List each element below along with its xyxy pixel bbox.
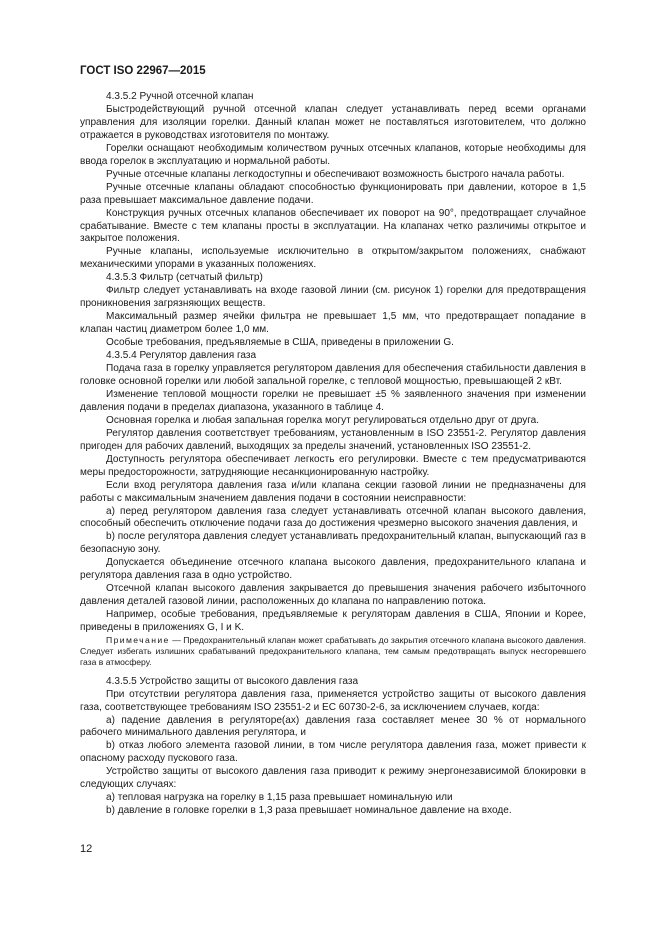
section-heading-4-3-5-4: 4.3.5.4 Регулятор давления газа — [106, 350, 257, 362]
list-item-b: b) отказ любого элемента газовой линии, в том числе регулятора давления газа, может привести к опасному расходу пускового газа. — [80, 740, 586, 765]
paragraph: Фильтр следует устанавливать на входе газовой линии (см. рисунок 1) горелки для предотвращения проникновения загрязняющих веществ. — [80, 285, 586, 310]
list-item-a: a) перед регулятором давления газа следует устанавливать отсечной клапан высокого давления, способный обеспечить отключение подачи газа до достижения чрезмерно высокого значения давления, и — [80, 505, 586, 530]
paragraph: Основная горелка и любая запальная горелка могут регулироваться отдельно друг от друга. — [106, 414, 540, 426]
list-item-b: b) давление в головке горелки в 1,3 раза превышает номинальное давление на входе. — [106, 805, 512, 817]
page-number: 12 — [80, 843, 93, 855]
note — [80, 635, 586, 669]
paragraph: Устройство защиты от высокого давления газа приводит к режиму энергонезависимой блокировки в следующих случаях: — [80, 766, 586, 791]
paragraph: Быстродействующий ручной отсечной клапан следует устанавливать перед всеми органами управления для изоляции горелки. Данный клапан может не поставляться изготовителем, что должно отражается в руководствах изготовителя по монтажу. — [80, 103, 586, 141]
paragraph: Особые требования, предъявляемые в США, приведены в приложении G. — [106, 337, 454, 349]
list-item-b: b) после регулятора давления следует устанавливать предохранительный клапан, выпускающий газ в безопасную зону. — [80, 531, 586, 556]
section-heading-4-3-5-3: 4.3.5.3 Фильтр (сетчатый фильтр) — [106, 272, 263, 284]
paragraph: Если вход регулятора давления газа и/или клапана секции газовой линии не предназначены для работы с максимальным значением давления подачи в состоянии неисправности: — [80, 479, 586, 504]
section-heading-4-3-5-2: 4.3.5.2 Ручной отсечной клапан — [106, 91, 254, 102]
paragraph: При отсутствии регулятора давления газа, применяется устройство защиты от высокого давления газа, соответствующее требованиям ISO 23551-2 и EC 60730-2-6, за исключением случаев, когда: — [80, 688, 586, 713]
document-header: ГОСТ ISO 22967—2015 — [80, 65, 206, 77]
paragraph: Горелки оснащают необходимым количеством ручных отсечных клапанов, которые необходимы для ввода горелок в эксплуатацию и нормальной работы. — [80, 142, 586, 167]
note-text: — Предохранительный клапан может срабатывать до закрытия отсечного клапана высокого давления. Следует избегать излишних срабатываний предохранительного клапана, тем самым предотвращать выпуск несгоревшего газа в атмосферу. — [80, 635, 586, 668]
paragraph: Ручные отсечные клапаны обладают способностью функционировать при давлении, которое в 1,5 раза превышает максимальное давление подачи. — [80, 181, 586, 206]
note-label: Примечание — [106, 635, 170, 646]
paragraph: Ручные отсечные клапаны легкодоступны и обеспечивают возможность быстрого начала работы. — [106, 168, 565, 180]
paragraph: Конструкция ручных отсечных клапанов обеспечивает их поворот на 90°, предотвращает случайное срабатывание. Вместе с тем клапаны просты в эксплуатации. На клапанах четко различимы открытое и закрытое положения. — [80, 207, 586, 245]
paragraph: Подача газа в горелку управляется регулятором давления для обеспечения стабильности давления в головке основной горелки или любой запальной горелке, с тепловой мощностью, превышающей 2 кВт. — [80, 363, 586, 387]
list-item-a: a) тепловая нагрузка на горелку в 1,15 раза превышает номинальную или — [106, 792, 453, 804]
section-heading-4-3-5-5: 4.3.5.5 Устройство защиты от высокого давления газа — [106, 675, 359, 687]
document-body — [80, 91, 586, 818]
paragraph: Доступность регулятора обеспечивает легкость его регулировки. Вместе с тем предусматриваются меры предосторожности, затрудняющие несанкционированную настройку. — [80, 453, 586, 478]
paragraph: Например, особые требования, предъявляемые к регуляторам давления в США, Японии и Корее, приведены в приложениях G, I и K. — [80, 609, 586, 634]
paragraph: Максимальный размер ячейки фильтра не превышает 1,5 мм, что предотвращает попадание в клапан частиц диаметром более 1,0 мм. — [80, 311, 586, 336]
paragraph: Регулятор давления соответствует требованиям, установленным в ISO 23551-2. Регулятор давления пригоден для рабочих давлений, выходящих за пределы значений, установленных ISO 23551-2. — [80, 427, 586, 452]
paragraph: Изменение тепловой мощности горелки не превышает ±5 % заявленного значения при изменении давления подачи в пределах диапазона, указанного в таблице 4. — [80, 388, 586, 413]
paragraph: Отсечной клапан высокого давления закрывается до превышения значения рабочего избыточного давления деталей газовой линии, расположенных до клапана по направлению потока. — [80, 583, 586, 608]
paragraph: Ручные клапаны, используемые исключительно в открытом/закрытом положениях, снабжают механическими упорами в указанных положениях. — [80, 246, 586, 271]
paragraph: Допускается объединение отсечного клапана высокого давления, предохранительного клапана и регулятора давления газа в одно устройство. — [80, 557, 586, 582]
list-item-a: a) падение давления в регуляторе(ах) давления газа составляет менее 30 % от нормального рабочего минимального давления регулятора, и — [80, 714, 586, 739]
